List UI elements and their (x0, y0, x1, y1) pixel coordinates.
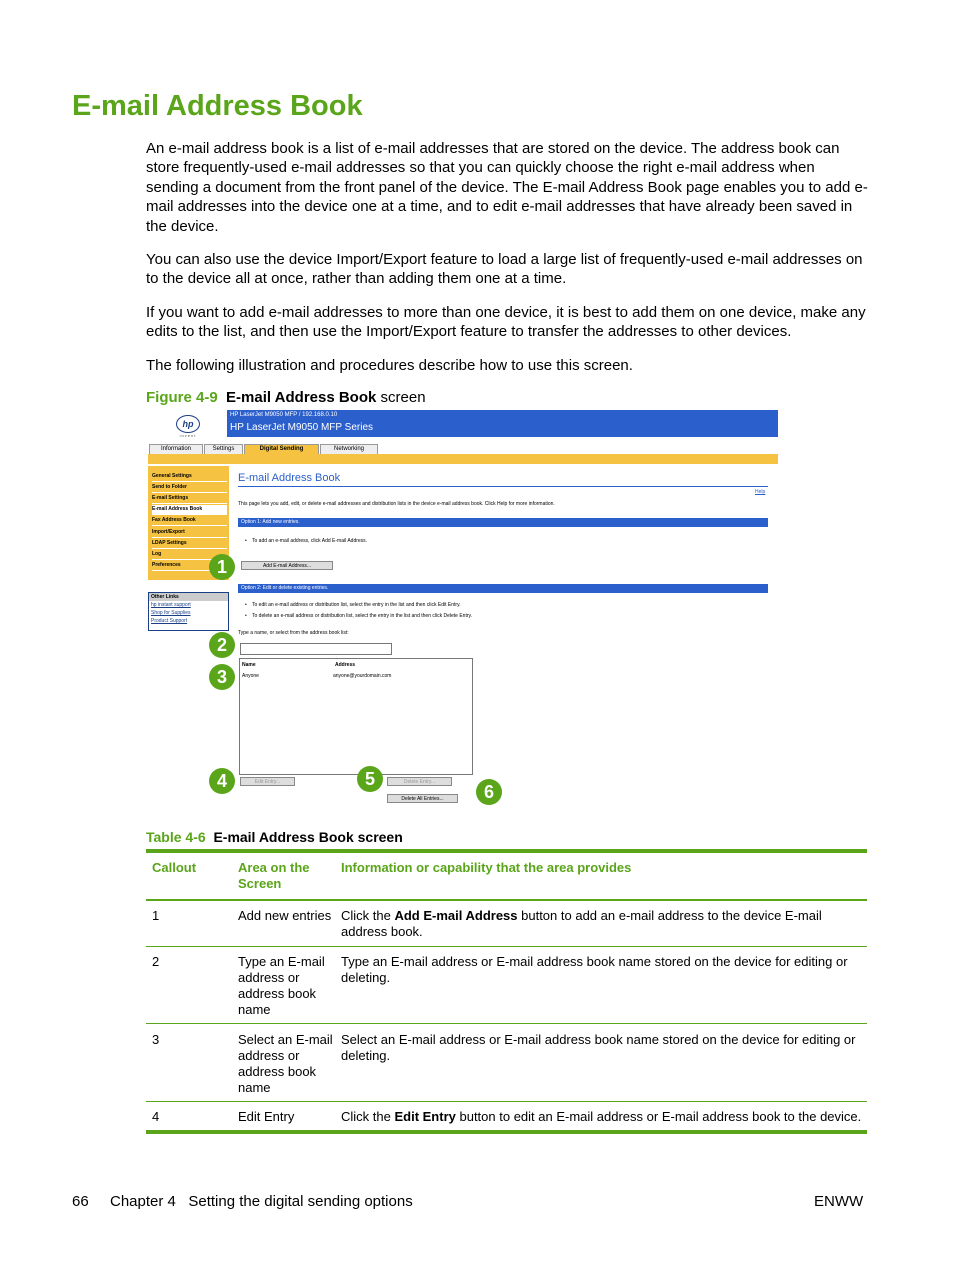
link-product-support[interactable]: Product Support (151, 618, 188, 624)
table-row-3-callout: 3 (152, 1032, 160, 1047)
hp-logo (150, 410, 222, 439)
link-instant-support[interactable]: hp instant support (151, 602, 191, 608)
paragraph-illustration: The following illustration and procedures describe how to use this screen. (146, 357, 633, 374)
product-name: HP LaserJet M9050 MFP Series (230, 422, 374, 433)
option1-bullet: • To add an e-mail address, click Add E-mail Address. (252, 538, 367, 544)
paragraph-intro: An e-mail address book is a list of e-mail addresses that are stored on the device. The address book can store frequently-used e-mail addresses so that you can quickly choose the right e-mail address when sending a document from the front panel of the device. The E-mail Address Book page enables you to add e-mail addresses into the device one at a time, and to edit e-mail addresses that have already been saved in the device. (146, 140, 868, 235)
table-row-4-info-pre: Click the (341, 1109, 395, 1124)
callout-3: 3 (209, 664, 235, 690)
tab-information[interactable]: Information (149, 444, 203, 455)
table-row-3-area: Select an E-mail address or address book name (238, 1032, 333, 1095)
table-row-1-info (341, 908, 865, 940)
table-row-1-area: Add new entries (238, 908, 332, 923)
figure-title-bold: E-mail Address Book (226, 389, 377, 406)
figure-label: Figure 4-9 (146, 389, 218, 406)
footer-chapter: Chapter 4 Setting the digital sending options (110, 1193, 413, 1210)
callout-4: 4 (209, 768, 235, 794)
section-title: E-mail Address Book (238, 472, 341, 484)
table-row-2-info: Type an E-mail address or E-mail address book name stored on the device for editing or deleting. (341, 954, 848, 985)
table-top-rule (146, 849, 867, 853)
add-email-address-button[interactable]: Add E-mail Address... (241, 561, 333, 570)
table-header-area: Area on the Screen (238, 860, 310, 891)
table-header-info: Information or capability that the area provides (341, 860, 632, 875)
paragraph-import-export: You can also use the device Import/Export feature to load a large list of frequently-used e-mail addresses on to the device all at once, rather than adding them one at a time. (146, 251, 863, 288)
nav-send-to-folder[interactable]: Send to Folder (152, 483, 227, 493)
nav-log[interactable]: Log (152, 550, 227, 560)
callout-5: 5 (357, 766, 383, 792)
tab-networking[interactable]: Networking (320, 444, 378, 455)
tab-underline (148, 454, 778, 464)
table-row-divider (146, 1101, 867, 1102)
nav-general-settings[interactable]: General Settings (152, 472, 227, 482)
table-row-4-info-bold: Edit Entry (394, 1109, 456, 1124)
name-search-input[interactable] (240, 643, 392, 655)
callout-1: 1 (209, 554, 235, 580)
nav-ldap-settings[interactable]: LDAP Settings (152, 539, 227, 549)
table-row-4-info (341, 1109, 865, 1125)
intro-text: This page lets you add, edit, or delete e-mail addresses and distribution lists in the device e-mail address book. Click Help for more information. (238, 501, 555, 507)
figure-caption (146, 389, 426, 406)
table-bottom-rule (146, 1130, 867, 1134)
table-row-2-area: Type an E-mail address or address book name (238, 954, 325, 1017)
table-title: E-mail Address Book screen (213, 829, 403, 845)
nav-email-settings[interactable]: E-mail Settings (152, 494, 227, 504)
table-row-1-callout: 1 (152, 908, 160, 923)
table-row-4-callout: 4 (152, 1109, 160, 1124)
footer-page-number: 66 (72, 1193, 89, 1210)
footer-enww: ENWW (814, 1193, 864, 1210)
table-header-rule (146, 899, 867, 901)
callout-2: 2 (209, 632, 235, 658)
paragraph-multiple-devices: If you want to add e-mail addresses to more than one device, it is best to add them on one device, make any edits to the list, and then use the Import/Export feature to transfer the addresses to other devices. (146, 304, 866, 341)
link-shop-supplies[interactable]: Shop for Supplies (151, 610, 191, 616)
device-path: HP LaserJet M9050 MFP / 192.168.0.10 (230, 412, 338, 418)
other-links-title: Other Links (149, 593, 228, 601)
col-address-header: Address (335, 662, 356, 668)
device-banner (227, 410, 778, 437)
nav-import-export[interactable]: Import/Export (152, 528, 227, 538)
section-divider (238, 486, 768, 487)
hp-logo-mark: hp (176, 415, 200, 433)
table-row-divider (146, 946, 867, 947)
option2-bullet-edit: • To edit an e-mail address or distribution list, select the entry in the list and then click Edit Entry. (252, 602, 461, 608)
table-row-divider (146, 1023, 867, 1024)
table-row-4-info-post: button to edit an E-mail address or E-mail address book to the device. (455, 1109, 862, 1124)
address-book-list[interactable] (239, 658, 473, 775)
nav-preferences[interactable]: Preferences (152, 561, 227, 571)
nav-fax-address-book[interactable]: Fax Address Book (152, 516, 227, 526)
table-label: Table 4-6 (146, 829, 206, 845)
other-links-box (148, 592, 229, 631)
callout-6: 6 (476, 779, 502, 805)
table-row-1-info-bold: Add E-mail Address (394, 908, 518, 923)
option1-bar: Option 1: Add new entries. (238, 518, 768, 527)
col-name-header: Name (242, 662, 256, 668)
table-row-4-area: Edit Entry (238, 1109, 295, 1124)
table-row-1-info-pre: Click the (341, 908, 395, 923)
edit-entry-button[interactable]: Edit Entry... (240, 777, 295, 786)
nav-email-address-book[interactable]: E-mail Address Book (152, 505, 227, 515)
hp-logo-tagline: invent (179, 433, 197, 438)
type-name-label: Type a name, or select from the address book list: (238, 630, 349, 636)
page-title: E-mail Address Book (72, 90, 363, 122)
delete-all-entries-button[interactable]: Delete All Entries... (387, 794, 458, 803)
list-row-address[interactable]: anyone@yourdomain.com (333, 673, 392, 679)
delete-entry-button[interactable]: Delete Entry... (387, 777, 452, 786)
table-row-2-callout: 2 (152, 954, 160, 969)
screenshot-figure (146, 408, 780, 808)
help-link[interactable]: Help (755, 489, 766, 495)
option2-bullet-delete: • To delete an e-mail address or distribution list, select the entry in the list and then click Delete Entry. (252, 613, 472, 619)
tab-digital-sending[interactable]: Digital Sending (244, 444, 319, 456)
list-row-name[interactable]: Anyone (242, 673, 259, 679)
option2-bar: Option 2: Edit or delete existing entries. (238, 584, 768, 593)
figure-title-rest: screen (376, 389, 426, 406)
tab-settings[interactable]: Settings (204, 444, 243, 455)
table-header-callout: Callout (152, 860, 197, 875)
table-caption (146, 829, 403, 845)
table-row-3-info: Select an E-mail address or E-mail address book name stored on the device for editing or deleting. (341, 1032, 856, 1063)
table-row-1-info-post: button to add an e-mail address to the device E-mail address book. (341, 908, 822, 939)
